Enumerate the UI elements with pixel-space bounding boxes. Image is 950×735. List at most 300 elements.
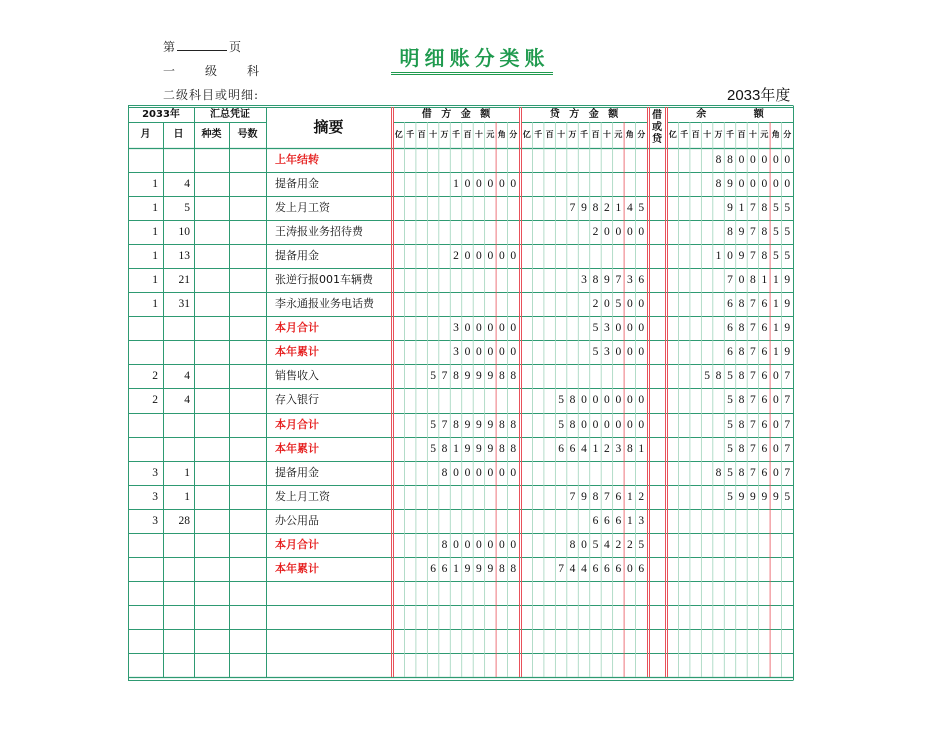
amount-digit: 9 [487, 442, 494, 455]
summary-cell: 发上月工资 [275, 489, 330, 503]
amount-digit: 2 [626, 538, 633, 551]
credit-amount [521, 220, 647, 244]
amount-digit: 8 [592, 490, 599, 503]
page-number-field [163, 38, 241, 55]
amount-digit: 0 [464, 322, 471, 335]
credit-amount [521, 268, 647, 292]
ledger-row [128, 196, 793, 220]
amount-digit: 1 [615, 202, 622, 215]
digit-label: 十 [429, 130, 438, 139]
amount-digit: 0 [464, 466, 471, 479]
amount-digit: 6 [761, 322, 768, 335]
amount-digit: 0 [638, 322, 645, 335]
amount-digit: 9 [772, 490, 779, 503]
amount-digit: 1 [772, 346, 779, 359]
credit-amount [521, 316, 647, 340]
month-cell: 1 [152, 178, 158, 191]
amount-digit: 8 [738, 418, 745, 431]
digit-label: 千 [451, 130, 460, 139]
amount-digit: 0 [738, 154, 745, 166]
amount-digit: 5 [592, 322, 599, 335]
amount-digit: 9 [784, 322, 791, 335]
amount-digit: 5 [727, 370, 733, 383]
amount-digit: 0 [510, 250, 517, 263]
amount-digit: 7 [615, 274, 622, 287]
amount-digit: 6 [761, 466, 768, 479]
digit-label: 分 [783, 130, 792, 139]
amount-digit: 7 [569, 202, 576, 215]
amount-digit: 1 [772, 322, 779, 335]
ledger-row [128, 364, 793, 388]
amount-digit: 0 [476, 538, 482, 551]
digit-label: 千 [680, 130, 689, 139]
amount-digit: 0 [638, 226, 645, 239]
amount-digit: 6 [558, 442, 564, 455]
amount-digit: 0 [510, 346, 517, 359]
amount-digit: 8 [441, 538, 448, 551]
amount-digit: 8 [738, 298, 745, 311]
day-cell [163, 340, 194, 364]
digit-label: 元 [486, 130, 495, 139]
amount-digit: 0 [476, 322, 482, 335]
amount-digit: 5 [727, 466, 733, 479]
digit-label: 千 [725, 130, 734, 139]
amount-digit: 0 [738, 178, 745, 191]
debit-amount [393, 148, 519, 172]
page-suffix: 页 [229, 40, 242, 54]
summary-cell: 销售收入 [275, 369, 319, 383]
amount-digit: 6 [615, 514, 622, 527]
summary-cell: 提备用金 [275, 177, 319, 191]
amount-digit: 0 [750, 154, 756, 166]
digit-label: 亿 [522, 130, 531, 139]
amount-digit: 8 [441, 442, 448, 455]
amount-digit: 8 [498, 442, 505, 455]
digit-label: 角 [497, 130, 506, 139]
amount-digit: 7 [750, 442, 756, 455]
amount-digit: 5 [727, 394, 733, 407]
digit-label: 分 [637, 130, 646, 139]
amount-digit: 8 [761, 226, 768, 239]
summary-cell: 提备用金 [275, 249, 319, 263]
amount-digit: 0 [772, 178, 779, 191]
amount-digit: 7 [750, 322, 756, 335]
credit-amount [521, 533, 647, 557]
summary-cell: 本月合计 [275, 321, 319, 335]
amount-digit: 0 [772, 418, 779, 431]
amount-digit: 0 [761, 178, 768, 191]
amount-digit: 6 [592, 562, 599, 575]
amount-digit: 0 [626, 298, 633, 311]
credit-amount [521, 364, 647, 388]
amount-digit: 8 [738, 370, 745, 383]
amount-digit: 0 [464, 178, 471, 191]
day-cell: 4 [184, 394, 190, 407]
amount-digit: 1 [453, 178, 459, 191]
amount-digit: 8 [569, 418, 576, 431]
credit-amount [521, 557, 647, 581]
amount-digit: 4 [581, 442, 587, 455]
digit-label: 百 [463, 130, 472, 139]
amount-digit: 5 [772, 226, 779, 239]
amount-digit: 6 [727, 346, 733, 359]
month-cell [128, 340, 163, 364]
amount-digit: 1 [772, 298, 779, 311]
amount-digit: 0 [498, 250, 505, 263]
digit-label: 千 [406, 130, 415, 139]
amount-digit: 7 [750, 202, 756, 215]
balance-amount [667, 316, 793, 340]
ledger-row [128, 244, 793, 268]
amount-digit: 2 [615, 538, 622, 551]
page-number-blank [177, 39, 227, 51]
amount-digit: 0 [772, 466, 779, 479]
ledger-row [128, 220, 793, 244]
amount-digit: 7 [750, 346, 756, 359]
amount-digit: 7 [784, 418, 791, 431]
amount-digit: 0 [476, 466, 482, 479]
summary-cell: 本月合计 [275, 537, 319, 551]
amount-digit: 0 [784, 154, 791, 166]
header-kind: 种类 [201, 129, 222, 140]
amount-digit: 7 [750, 394, 756, 407]
ledger-row [128, 148, 793, 172]
ledger-row [128, 557, 793, 581]
month-cell: 1 [152, 274, 158, 287]
balance-amount [667, 437, 793, 461]
amount-digit: 9 [476, 418, 482, 431]
digit-label: 十 [748, 130, 757, 139]
amount-digit: 1 [738, 202, 745, 215]
amount-digit: 0 [615, 418, 622, 431]
header-summary: 摘要 [313, 118, 344, 136]
month-cell: 3 [152, 514, 158, 527]
header-year: 2033年 [142, 109, 180, 120]
amount-digit: 9 [476, 562, 482, 575]
month-cell: 2 [152, 394, 158, 407]
fiscal-year-label: 2033年度 [727, 87, 791, 104]
amount-digit: 0 [487, 322, 494, 335]
day-cell: 4 [184, 370, 190, 383]
amount-digit: 0 [626, 322, 633, 335]
amount-digit: 1 [626, 514, 633, 527]
digit-label: 百 [545, 130, 554, 139]
amount-digit: 8 [738, 466, 745, 479]
amount-digit: 0 [772, 370, 779, 383]
amount-digit: 8 [510, 418, 517, 431]
credit-amount [521, 388, 647, 412]
balance-amount [667, 340, 793, 364]
amount-digit: 8 [738, 394, 745, 407]
amount-digit: 5 [615, 298, 622, 311]
amount-digit: 5 [430, 442, 436, 455]
balance-amount [667, 220, 793, 244]
amount-digit: 0 [464, 346, 471, 359]
digit-label: 百 [591, 130, 600, 139]
amount-digit: 3 [453, 322, 459, 335]
summary-cell: 张逆行报001车辆费 [275, 273, 373, 287]
header-day: 日 [173, 129, 184, 140]
digit-label: 万 [440, 130, 449, 139]
amount-digit: 9 [784, 274, 791, 287]
ledger-row [128, 533, 793, 557]
balance-amount [667, 413, 793, 437]
credit-amount [521, 340, 647, 364]
amount-digit: 9 [581, 490, 587, 503]
amount-digit: 0 [476, 346, 482, 359]
amount-digit: 3 [604, 346, 610, 359]
amount-digit: 8 [738, 322, 745, 335]
amount-digit: 0 [510, 322, 517, 335]
amount-digit: 5 [727, 442, 733, 455]
digit-label: 万 [714, 130, 723, 139]
header-debit-or-credit [649, 107, 665, 148]
ledger-row [128, 485, 793, 509]
day-cell: 4 [184, 178, 190, 191]
header-dc-text: 借或贷 [652, 109, 662, 145]
amount-digit: 8 [453, 370, 459, 383]
amount-digit: 5 [727, 418, 733, 431]
debit-amount [393, 316, 519, 340]
amount-digit: 8 [498, 562, 505, 575]
amount-digit: 0 [498, 346, 505, 359]
amount-digit: 8 [727, 154, 733, 166]
debit-amount [393, 364, 519, 388]
amount-digit: 8 [761, 250, 768, 263]
amount-digit: 9 [727, 178, 733, 191]
digit-label: 千 [534, 130, 543, 139]
amount-digit: 8 [738, 442, 745, 455]
summary-cell: 李永通报业务电话费 [275, 297, 374, 311]
amount-digit: 3 [638, 514, 645, 527]
ledger-row [128, 316, 793, 340]
amount-digit: 0 [487, 178, 494, 191]
digit-label: 角 [625, 130, 634, 139]
amount-digit: 0 [638, 394, 645, 407]
summary-cell: 本月合计 [275, 417, 319, 431]
amount-digit: 6 [761, 346, 768, 359]
header-debit: 借 方 金 额 [421, 109, 491, 120]
month-cell: 1 [152, 226, 158, 239]
amount-digit: 5 [558, 418, 564, 431]
amount-digit: 8 [727, 226, 733, 239]
month-cell [128, 413, 163, 437]
amount-digit: 5 [430, 418, 436, 431]
debit-amount [393, 220, 519, 244]
amount-digit: 6 [761, 370, 768, 383]
amount-digit: 9 [476, 370, 482, 383]
amount-digit: 0 [615, 346, 622, 359]
amount-digit: 8 [498, 418, 505, 431]
header-balance: 余 额 [696, 109, 764, 120]
amount-digit: 0 [476, 178, 482, 191]
balance-amount [667, 388, 793, 412]
amount-digit: 0 [498, 466, 505, 479]
balance-amount [667, 292, 793, 316]
summary-cell: 存入银行 [275, 393, 319, 407]
debit-amount [393, 244, 519, 268]
debit-amount [393, 509, 519, 533]
credit-amount [521, 292, 647, 316]
header-voucher: 汇总凭证 [210, 109, 250, 120]
amount-digit: 6 [592, 514, 599, 527]
header-credit: 贷 方 金 额 [549, 109, 619, 120]
amount-digit: 9 [487, 418, 494, 431]
amount-digit: 9 [464, 370, 471, 383]
debit-amount [393, 413, 519, 437]
amount-digit: 9 [476, 442, 482, 455]
amount-digit: 8 [626, 442, 633, 455]
amount-digit: 0 [581, 538, 587, 551]
month-cell: 1 [152, 250, 158, 263]
balance-amount [667, 364, 793, 388]
amount-digit: 7 [784, 442, 791, 455]
month-cell: 3 [152, 490, 158, 503]
amount-digit: 0 [453, 466, 459, 479]
amount-digit: 0 [498, 322, 505, 335]
ledger-row [128, 437, 793, 461]
summary-cell: 王涛报业务招待费 [275, 225, 363, 239]
credit-amount [521, 413, 647, 437]
amount-digit: 0 [784, 178, 791, 191]
amount-digit: 0 [592, 418, 599, 431]
digit-label: 十 [474, 130, 483, 139]
credit-amount [521, 461, 647, 485]
amount-digit: 8 [453, 418, 459, 431]
amount-digit: 0 [464, 538, 471, 551]
amount-digit: 8 [510, 370, 517, 383]
digit-label: 十 [703, 130, 712, 139]
debit-amount [393, 172, 519, 196]
amount-digit: 4 [626, 202, 633, 215]
day-cell [163, 148, 194, 172]
amount-digit: 0 [615, 322, 622, 335]
credit-digit-labels [521, 122, 647, 148]
debit-digit-labels [393, 122, 519, 148]
amount-digit: 0 [453, 538, 459, 551]
amount-digit: 8 [715, 466, 722, 479]
amount-digit: 2 [592, 226, 599, 239]
amount-digit: 5 [784, 226, 791, 239]
balance-amount [667, 148, 793, 172]
amount-digit: 8 [715, 154, 722, 166]
amount-digit: 0 [772, 442, 779, 455]
amount-digit: 7 [750, 298, 756, 311]
amount-digit: 5 [430, 370, 436, 383]
amount-digit: 0 [626, 418, 633, 431]
amount-digit: 0 [487, 250, 494, 263]
amount-digit: 6 [638, 274, 645, 287]
balance-amount [667, 244, 793, 268]
ledger-row [128, 461, 793, 485]
amount-digit: 7 [569, 490, 576, 503]
amount-digit: 6 [761, 418, 768, 431]
digit-label: 百 [691, 130, 700, 139]
summary-cell: 上年结转 [275, 153, 319, 166]
ledger-title: 明细账分类账 [391, 46, 553, 75]
digit-label: 元 [614, 130, 623, 139]
amount-digit: 8 [715, 370, 722, 383]
amount-digit: 0 [626, 226, 633, 239]
amount-digit: 8 [715, 178, 722, 191]
amount-digit: 8 [738, 346, 745, 359]
amount-digit: 2 [592, 298, 599, 311]
balance-amount [667, 485, 793, 509]
month-cell [128, 557, 163, 581]
amount-digit: 5 [592, 538, 599, 551]
amount-digit: 5 [592, 346, 599, 359]
amount-digit: 8 [592, 202, 599, 215]
amount-digit: 7 [784, 394, 791, 407]
amount-digit: 0 [772, 394, 779, 407]
digit-label: 十 [602, 130, 611, 139]
amount-digit: 1 [772, 274, 779, 287]
debit-amount [393, 388, 519, 412]
amount-digit: 0 [626, 346, 633, 359]
digit-label: 元 [760, 130, 769, 139]
day-cell [163, 437, 194, 461]
amount-digit: 0 [638, 298, 645, 311]
amount-digit: 9 [727, 202, 733, 215]
amount-digit: 3 [581, 274, 587, 287]
balance-amount [667, 172, 793, 196]
month-cell [128, 437, 163, 461]
page-prefix: 第 [163, 40, 176, 54]
amount-digit: 6 [761, 394, 768, 407]
amount-digit: 7 [750, 466, 756, 479]
amount-digit: 0 [604, 226, 610, 239]
month-cell: 1 [152, 202, 158, 215]
amount-digit: 2 [453, 250, 459, 263]
amount-digit: 7 [784, 466, 791, 479]
amount-digit: 6 [604, 514, 610, 527]
amount-digit: 0 [510, 178, 517, 191]
amount-digit: 8 [761, 202, 768, 215]
summary-cell: 本年累计 [275, 441, 319, 455]
amount-digit: 9 [464, 562, 471, 575]
summary-cell: 本年累计 [275, 561, 319, 575]
amount-digit: 7 [558, 562, 564, 575]
amount-digit: 6 [727, 322, 733, 335]
amount-digit: 4 [604, 538, 610, 551]
amount-digit: 2 [604, 442, 610, 455]
amount-digit: 8 [750, 274, 756, 287]
digit-label: 百 [737, 130, 746, 139]
credit-amount [521, 172, 647, 196]
amount-digit: 7 [441, 370, 448, 383]
amount-digit: 0 [638, 346, 645, 359]
debit-amount [393, 461, 519, 485]
amount-digit: 3 [453, 346, 459, 359]
amount-digit: 0 [761, 154, 768, 166]
credit-amount [521, 485, 647, 509]
amount-digit: 5 [558, 394, 564, 407]
amount-digit: 8 [569, 538, 576, 551]
balance-amount [667, 461, 793, 485]
amount-digit: 0 [615, 394, 622, 407]
digit-label: 十 [557, 130, 566, 139]
amount-digit: 0 [581, 394, 587, 407]
ledger-row [128, 172, 793, 196]
day-cell [163, 557, 194, 581]
day-cell: 5 [184, 202, 190, 215]
day-cell: 31 [178, 298, 190, 311]
amount-digit: 7 [604, 490, 610, 503]
month-cell [128, 148, 163, 172]
amount-digit: 5 [727, 490, 733, 503]
month-cell [128, 533, 163, 557]
amount-digit: 0 [581, 418, 587, 431]
